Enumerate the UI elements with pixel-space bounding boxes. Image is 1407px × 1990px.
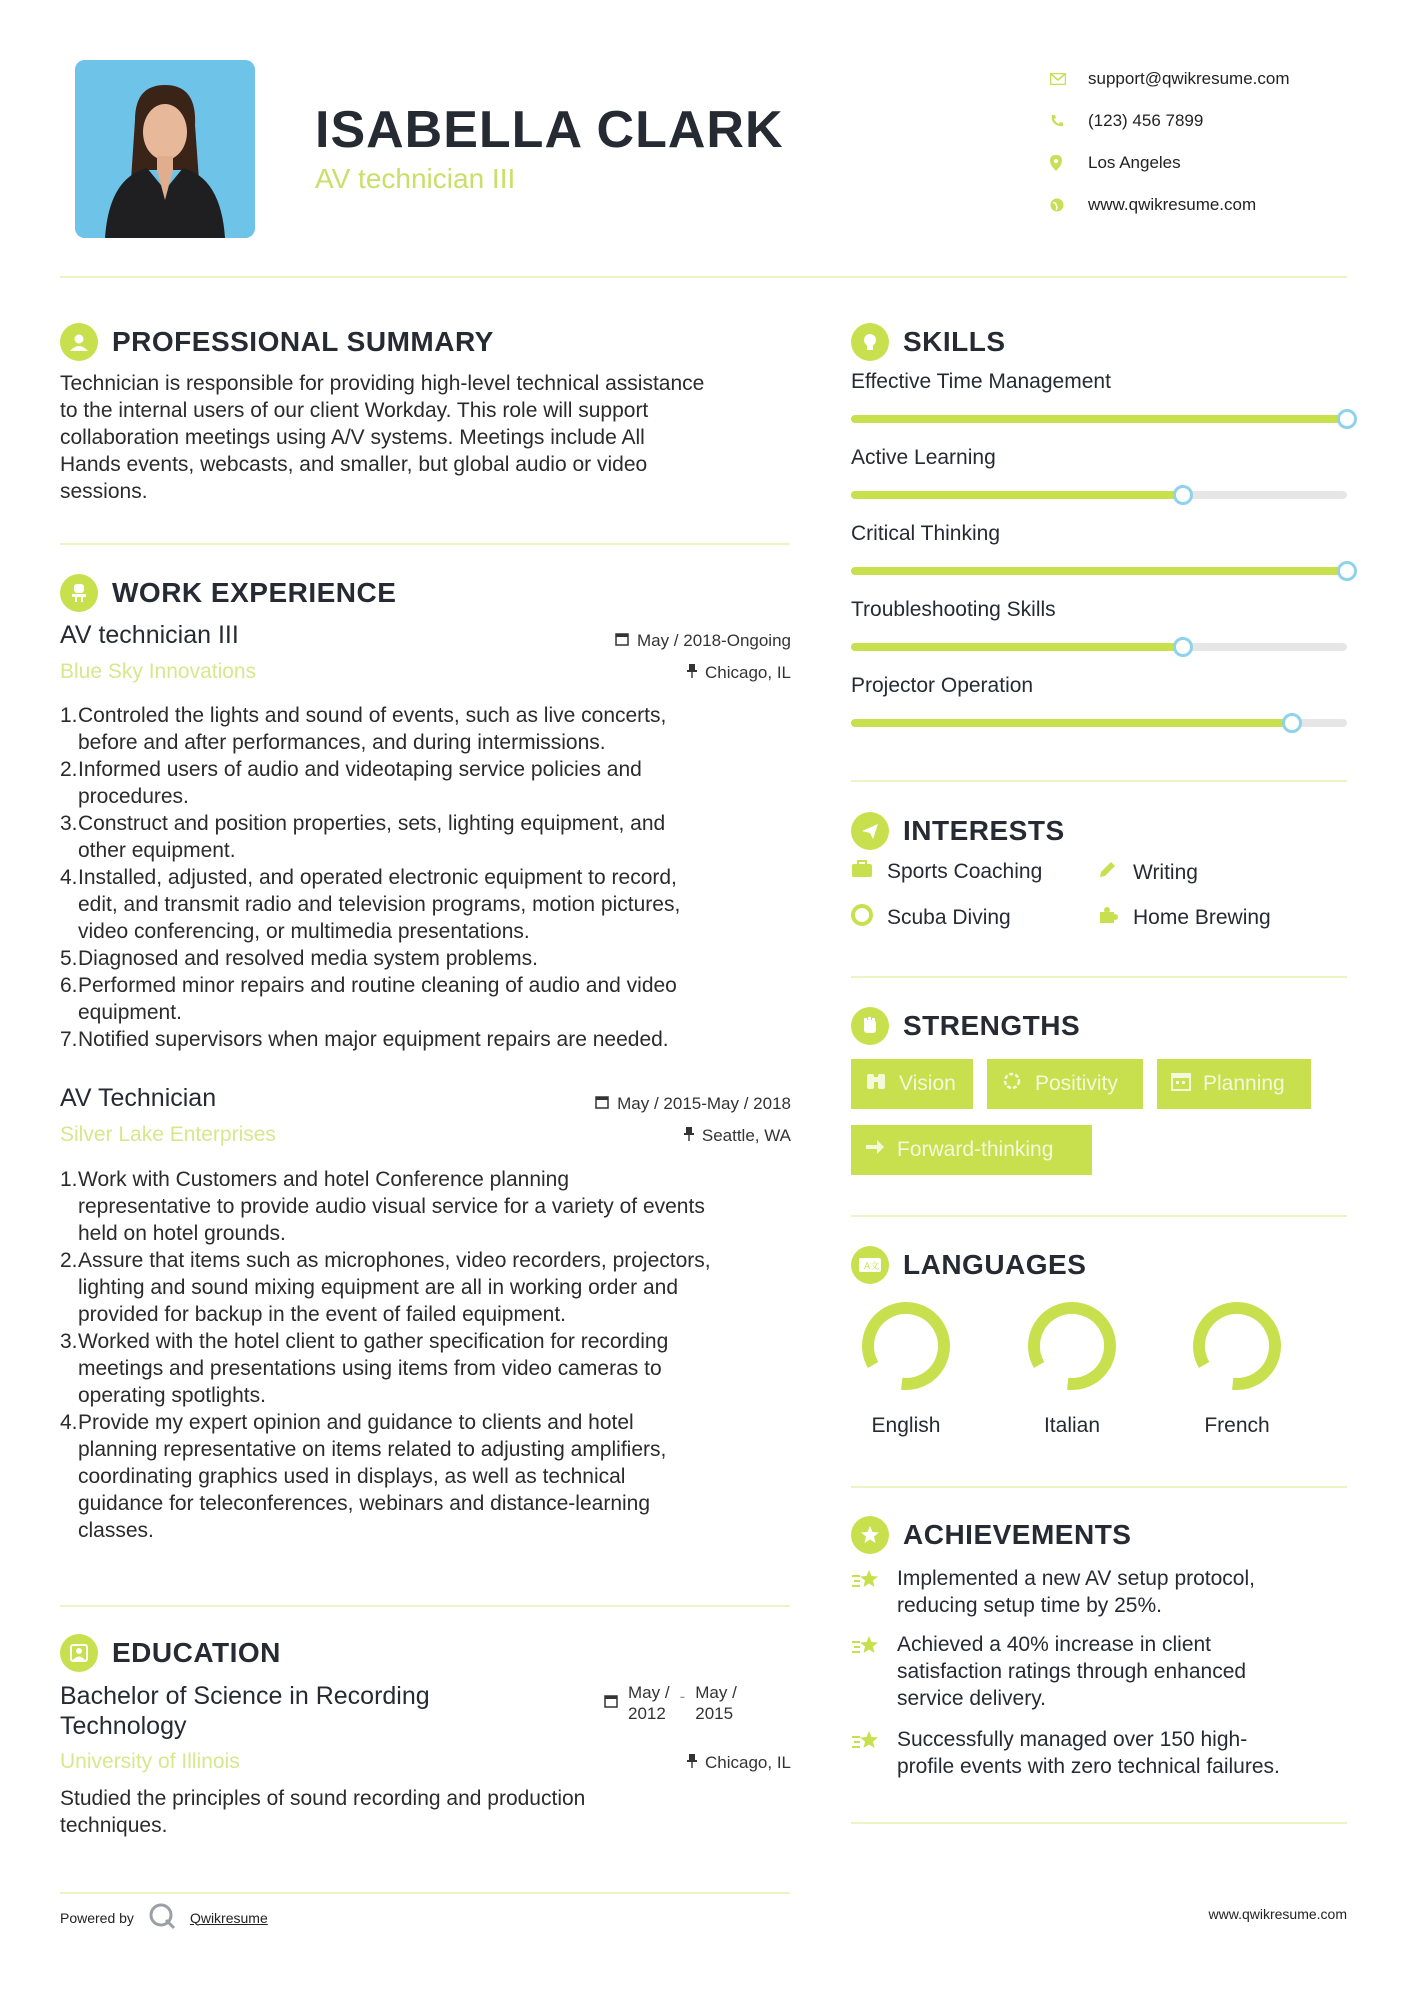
- education-divider: [60, 1892, 790, 1894]
- strength-label: Positivity: [1035, 1072, 1118, 1095]
- degree-title: [60, 1681, 430, 1741]
- list-item: coordinating graphics used in displays, as well as technical: [78, 1465, 626, 1488]
- arrow-right-icon: [865, 1138, 885, 1162]
- skill-bar-fill: [851, 643, 1183, 651]
- job-dates: [615, 631, 791, 651]
- list-item: edit, and transmit radio and television programs, motion pictures,: [78, 893, 681, 916]
- list-item: 5. Diagnosed and resolved media system problems.: [60, 947, 538, 970]
- list-item: guidance for teleconferences, webinars and distance-learning: [78, 1492, 651, 1515]
- briefcase-icon: [851, 860, 887, 884]
- achievement-item: [851, 1726, 1347, 1780]
- interests-title: INTERESTS: [903, 815, 1065, 846]
- education-dates: [604, 1682, 737, 1724]
- achievement-item: [851, 1631, 1347, 1712]
- list-item: 1. Controled the lights and sound of events, such as live concerts,: [60, 704, 667, 727]
- list-item: equipment.: [78, 1001, 182, 1024]
- paper-plane-icon: [851, 812, 889, 850]
- achievement-item: [851, 1565, 1347, 1619]
- list-item: before and after performances, and during intermissions.: [78, 731, 606, 754]
- star-badge-icon: [851, 1516, 889, 1554]
- strength-label: Planning: [1203, 1072, 1285, 1095]
- list-item: other equipment.: [78, 839, 236, 862]
- job-company: Silver Lake Enterprises: [60, 1123, 276, 1146]
- languages-heading: [851, 1246, 1086, 1284]
- language-icon: [851, 1246, 889, 1284]
- interest-item: [851, 904, 1011, 932]
- skill-label: Critical Thinking: [851, 522, 1000, 545]
- interest-label: Writing: [1133, 861, 1198, 884]
- skill-bar-knob: [1282, 713, 1302, 733]
- interests-heading: [851, 812, 1065, 850]
- language-ring: [858, 1298, 954, 1394]
- language-ring-arc: [1189, 1298, 1285, 1394]
- contact-phone-text: (123) 456 7899: [1088, 111, 1204, 130]
- powered-by-label: Powered by: [60, 1909, 134, 1926]
- pin-icon: [684, 1126, 694, 1146]
- job-duties: [60, 1166, 800, 1544]
- lightbulb-icon: [851, 323, 889, 361]
- job-dates-text: May / 2015-May / 2018: [617, 1094, 791, 1113]
- skill-bar-fill: [851, 719, 1292, 727]
- list-item: operating spotlights.: [78, 1384, 266, 1407]
- list-item: 7. Notified supervisors when major equipment repairs are needed.: [60, 1028, 669, 1051]
- calendar-icon: [604, 1682, 618, 1724]
- phone-icon: [1050, 114, 1088, 128]
- degree-line: Bachelor of Science in Recording: [60, 1682, 430, 1710]
- strength-label: Vision: [899, 1072, 956, 1095]
- list-item: held on hotel grounds.: [78, 1222, 286, 1245]
- languages-divider: [851, 1486, 1347, 1488]
- skill-label: Troubleshooting Skills: [851, 598, 1056, 621]
- chair-icon: [60, 574, 98, 612]
- footer-powered: [60, 1902, 268, 1933]
- skill-label: Effective Time Management: [851, 370, 1111, 393]
- job-location: [687, 663, 791, 683]
- language-ring: [1189, 1298, 1285, 1394]
- job-dates: [595, 1094, 791, 1114]
- interest-item: [1097, 904, 1271, 932]
- skill-bar: [851, 491, 1347, 499]
- strengths-divider: [851, 1215, 1347, 1217]
- svg-text:A文: A文: [864, 1262, 880, 1272]
- job-dates-text: May / 2018-Ongoing: [636, 631, 791, 650]
- job-duties: [60, 702, 800, 1053]
- skill-bar: [851, 643, 1347, 651]
- skills-divider: [851, 780, 1347, 782]
- skill-bar-knob: [1337, 561, 1357, 581]
- pin-icon: [687, 663, 697, 683]
- footer-site-link[interactable]: www.qwikresume.com: [1208, 1906, 1347, 1922]
- date-separator: -: [679, 1687, 686, 1706]
- list-item: lighting and sound mixing equipment are all in working order and: [78, 1276, 679, 1299]
- summary-line: to the internal users of our client Workday. This role will support: [60, 399, 649, 422]
- skill-label: Active Learning: [851, 446, 996, 469]
- summary-divider: [60, 543, 790, 545]
- puzzle-icon: [1097, 904, 1133, 932]
- list-item: planning representative on items related to adjusting amplifiers,: [78, 1438, 667, 1461]
- contact-email-text: support@qwikresume.com: [1088, 69, 1290, 88]
- list-item: 4. Installed, adjusted, and operated electronic equipment to record,: [60, 866, 677, 889]
- lifebuoy-icon: [851, 904, 887, 932]
- skills-heading: [851, 323, 1006, 361]
- strength-tag: [851, 1059, 973, 1109]
- interest-item: [1097, 860, 1198, 886]
- strength-tag: [851, 1125, 1092, 1175]
- shooting-star-icon: [851, 1631, 897, 1712]
- language-ring-arc: [858, 1298, 954, 1394]
- shooting-star-icon: [851, 1565, 897, 1619]
- contact-location: [1050, 142, 1350, 184]
- summary-line: collaboration meetings using A/V systems. Meetings include All: [60, 426, 645, 449]
- list-item: classes.: [78, 1519, 154, 1542]
- pencil-icon: [1097, 860, 1133, 886]
- interest-item: [851, 860, 1042, 884]
- achievements-heading: [851, 1516, 1131, 1554]
- language-ring-arc: [1024, 1298, 1120, 1394]
- mail-icon: [1050, 73, 1088, 85]
- sun-icon: [1001, 1070, 1023, 1098]
- education-title: EDUCATION: [112, 1637, 281, 1668]
- job-location: [684, 1126, 791, 1146]
- skill-bar: [851, 719, 1347, 727]
- list-item: 1. Work with Customers and hotel Conference planning: [60, 1168, 570, 1191]
- achievement-text: Implemented a new AV setup protocol, reducing setup time by 25%.: [897, 1567, 1255, 1617]
- binoculars-icon: [865, 1071, 887, 1097]
- work-title: WORK EXPERIENCE: [112, 577, 397, 608]
- fist-icon: [851, 1007, 889, 1045]
- language-label: Italian: [1043, 1414, 1101, 1437]
- list-item: meetings and presentations using items from video cameras to: [78, 1357, 662, 1380]
- degree-line: Technology: [60, 1712, 187, 1740]
- contact-list: [1050, 58, 1350, 226]
- contact-website-text: www.qwikresume.com: [1088, 195, 1257, 214]
- job-company: Blue Sky Innovations: [60, 660, 257, 683]
- list-item: 2. Assure that items such as microphones, video recorders, projectors,: [60, 1249, 711, 1272]
- list-item: 6. Performed minor repairs and routine cleaning of audio and video: [60, 974, 677, 997]
- strengths-heading: [851, 1007, 1080, 1045]
- education-description: [60, 1785, 800, 1839]
- education-heading: [60, 1634, 281, 1672]
- skill-bar-fill: [851, 491, 1183, 499]
- interest-label: Home Brewing: [1133, 906, 1271, 929]
- calendar-icon: [1171, 1071, 1191, 1097]
- strength-tag: [987, 1059, 1143, 1109]
- achievements-title: ACHIEVEMENTS: [903, 1519, 1132, 1550]
- user-icon: [60, 323, 98, 361]
- candidate-name: ISABELLA CLARK: [315, 101, 784, 159]
- contact-phone[interactable]: [1050, 100, 1350, 142]
- graduation-icon: [60, 1634, 98, 1672]
- pin-icon: [687, 1753, 697, 1773]
- list-item: 3. Construct and position properties, sets, lighting equipment, and: [60, 812, 666, 835]
- interest-label: Scuba Diving: [887, 906, 1011, 929]
- calendar-icon: [615, 631, 629, 651]
- summary-text: [60, 370, 800, 505]
- work-divider: [60, 1605, 790, 1607]
- qwikresume-logo-icon: [148, 1902, 176, 1933]
- summary-title: PROFESSIONAL SUMMARY: [112, 326, 494, 357]
- language-label: English: [871, 1414, 941, 1437]
- work-heading: [60, 574, 396, 612]
- education-location-text: Chicago, IL: [705, 1753, 791, 1772]
- profile-photo: [75, 60, 255, 238]
- shooting-star-icon: [851, 1726, 897, 1780]
- contact-website[interactable]: [1050, 184, 1350, 226]
- candidate-title: AV technician III: [315, 163, 516, 194]
- skill-bar-knob: [1173, 637, 1193, 657]
- location-icon: [1050, 155, 1088, 171]
- contact-email[interactable]: [1050, 58, 1350, 100]
- strengths-title: STRENGTHS: [903, 1010, 1081, 1041]
- header-divider: [60, 276, 1347, 278]
- education-desc-line: Studied the principles of sound recording and production: [60, 1787, 586, 1810]
- education-end: May / 2015: [695, 1683, 737, 1723]
- qwikresume-link[interactable]: Qwikresume: [189, 1909, 268, 1926]
- summary-line: Technician is responsible for providing high-level technical assistance: [60, 372, 705, 395]
- summary-line: Hands events, webcasts, and smaller, but global audio or video: [60, 453, 648, 476]
- strength-tag: [1157, 1059, 1311, 1109]
- languages-title: LANGUAGES: [903, 1249, 1087, 1280]
- skill-bar: [851, 415, 1347, 423]
- summary-line: sessions.: [60, 480, 148, 503]
- strength-label: Forward-thinking: [897, 1138, 1054, 1161]
- calendar-icon: [595, 1094, 609, 1114]
- skill-bar: [851, 567, 1347, 575]
- skills-title: SKILLS: [903, 326, 1006, 357]
- summary-heading: [60, 323, 494, 361]
- language-label: French: [1204, 1414, 1270, 1437]
- job-title: AV Technician: [60, 1084, 217, 1112]
- job-location-text: Chicago, IL: [705, 663, 791, 682]
- education-desc-line: techniques.: [60, 1814, 168, 1837]
- interests-divider: [851, 976, 1347, 978]
- list-item: provided for backup in the event of failed equipment.: [78, 1303, 566, 1326]
- list-item: 2. Informed users of audio and videotaping service policies and: [60, 758, 642, 781]
- interest-label: Sports Coaching: [887, 860, 1043, 883]
- skill-bar-knob: [1173, 485, 1193, 505]
- contact-location-text: Los Angeles: [1088, 153, 1181, 172]
- achievements-divider: [851, 1822, 1347, 1824]
- job-title: AV technician III: [60, 621, 239, 649]
- skill-bar-knob: [1337, 409, 1357, 429]
- school-name: University of Illinois: [60, 1750, 240, 1773]
- skill-bar-fill: [851, 567, 1347, 575]
- list-item: video conferencing, or multimedia presentations.: [78, 920, 530, 943]
- job-location-text: Seattle, WA: [701, 1126, 791, 1145]
- education-location: [687, 1753, 791, 1773]
- skill-bar-fill: [851, 415, 1347, 423]
- list-item: 3. Worked with the hotel client to gather specification for recording: [60, 1330, 669, 1353]
- list-item: representative to provide audio visual service for a variety of events: [78, 1195, 705, 1218]
- skill-label: Projector Operation: [851, 674, 1034, 697]
- achievement-text: Successfully managed over 150 high- profile events with zero technical failures.: [897, 1728, 1280, 1778]
- globe-icon: [1050, 198, 1088, 212]
- list-item: 4. Provide my expert opinion and guidance to clients and hotel: [60, 1411, 634, 1434]
- language-ring: [1024, 1298, 1120, 1394]
- education-start: May / 2012: [628, 1683, 670, 1723]
- achievement-text: Achieved a 40% increase in client satisfaction ratings through enhanced service delivery.: [897, 1633, 1247, 1710]
- list-item: procedures.: [78, 785, 189, 808]
